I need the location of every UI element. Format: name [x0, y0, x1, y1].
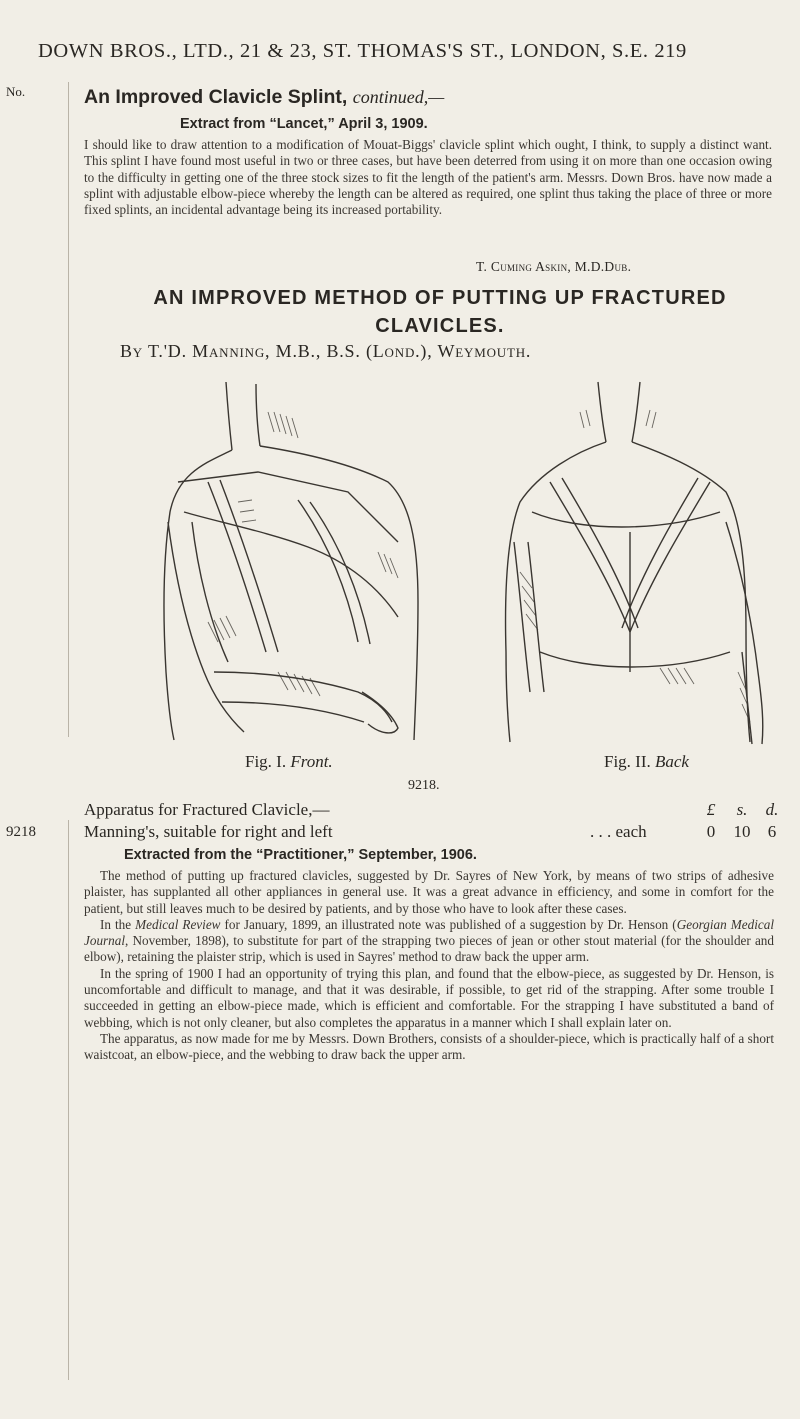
practitioner-paragraph-2	[84, 917, 774, 966]
back-view-drawing	[480, 372, 775, 752]
price-pounds: 0	[706, 822, 716, 841]
para2-text-a: In the	[100, 916, 136, 932]
figure-front-illustration	[148, 372, 438, 752]
article-title-continued: continued,—	[352, 87, 445, 107]
catalogue-number: 9218	[6, 824, 36, 840]
margin-rule-lower	[68, 820, 69, 1380]
figure-2-caption	[604, 752, 689, 772]
shillings-header: s.	[736, 800, 748, 819]
para2-text-c: , November, 1898), to substitute for part of the strapping two pieces of jean or other stout material (for the shoulder and elbow), retaining the plaister strip, which is used in Sayres' method to draw back the upper arm.	[84, 933, 774, 965]
extract-source-practitioner: Extracted from the “Practitioner,” September, 1906.	[124, 847, 477, 863]
pounds-header: £	[706, 800, 716, 819]
practitioner-paragraph-1: The method of putting up fractured clavicles, suggested by Dr. Sayres of New York, by means of two strips of adhesive plaister, has supplanted all other appliances in general use. It was a great advance in efficiency, and some in comfort for the patient, but still leaves much to be desired by patients, and by those who have to look after these cases.	[84, 868, 774, 916]
journal-medical-review: Medical Review	[135, 916, 221, 932]
figure-1-label: Fig. I.	[245, 752, 287, 771]
figure-2-view: Back	[655, 752, 689, 771]
item-name-line-2: Manning's, suitable for right and left	[84, 822, 333, 841]
item-price	[696, 822, 786, 842]
article-title-text: An Improved Clavicle Splint,	[84, 86, 348, 108]
author-signature: T. Cuming Askin, M.D.Dub.	[476, 259, 632, 274]
article-title	[84, 86, 784, 109]
practitioner-paragraph-4: The apparatus, as now made for me by Messrs. Down Brothers, consists of a shoulder-piece, which is practically half of a short waistcoat, an elbow-piece, and the webbing to draw back the upper arm.	[84, 1030, 774, 1063]
method-heading: AN IMPROVED METHOD OF PUTTING UP FRACTURED CLAVICLES.	[153, 287, 727, 337]
lancet-paragraph: I should like to draw attention to a modification of Mouat-Biggs' clavicle splint which ought, I think, to supply a distinct want. This splint I have found most useful in two or three cases, but have been deterred from using it on more than one occasion owing to the difficulty in getting one of the three stock sizes to fit the length of the patient's arm. Messrs. Down Bros. have now made a splint with adjustable elbow-piece whereby the length can be altered as required, one splint thus taking the place of three or more fixed splints, an incidental advantage being its increased portability.	[84, 137, 772, 218]
item-unit: . . . each	[590, 822, 647, 841]
figure-catalogue-number: 9218.	[408, 778, 440, 793]
margin-no-label: No.	[6, 84, 26, 99]
practitioner-paragraph-3: In the spring of 1900 I had an opportunity of trying this plan, and found that the elbow-piece, as suggested by Dr. Henson, is uncomfortable and difficult to manage, and that it was desirable, if possible, to get rid of the strapping. After some trouble I succeeded in getting an elbow-piece made, which is efficient and comfortable. For the strapping I have substituted a band of webbing, which is not only cleaner, but also completes the apparatus in a manner which I shall explain later on.	[84, 965, 774, 1030]
figure-2-label: Fig. II.	[604, 752, 651, 771]
method-byline: By T.'D. Manning, M.B., B.S. (Lond.), Weymouth.	[120, 341, 532, 361]
margin-rule	[68, 82, 69, 737]
figure-1-view: Front.	[290, 752, 333, 771]
running-head: DOWN BROS., LTD., 21 & 23, ST. THOMAS'S ST., LONDON, S.E. 219	[38, 40, 687, 62]
pence-header: d.	[765, 800, 779, 819]
journal-georgian-medical: Georgian Medical Journal	[84, 916, 774, 949]
practitioner-body	[84, 868, 774, 1064]
price-pence: 6	[767, 822, 777, 841]
item-name-line-1: Apparatus for Fractured Clavicle,—	[84, 800, 330, 819]
para2-text-b: for January, 1899, an illustrated note was published of a suggestion by Dr. Henson (	[220, 916, 677, 932]
extract-source-lancet: Extract from “Lancet,” April 3, 1909.	[180, 116, 428, 132]
figure-back-illustration	[480, 372, 775, 752]
price-headers	[696, 800, 786, 820]
front-view-drawing	[148, 372, 438, 752]
price-shillings: 10	[733, 822, 751, 841]
figure-1-caption	[245, 752, 333, 772]
